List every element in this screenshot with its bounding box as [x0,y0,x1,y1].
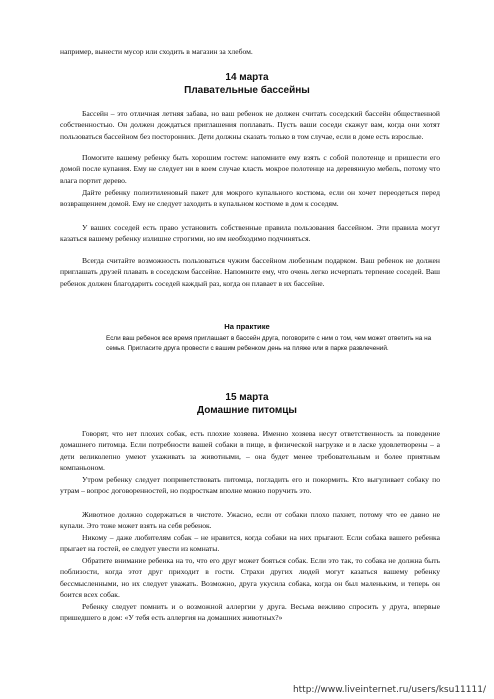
section2-date-heading: 15 марта [225,392,269,403]
section1-paragraph: Дайте ребенку полиэтиленовый пакет для мокрого купального костюма, если он хочет переодеться перед возвращением домой. Ему не следует заходить в купальном костюме в дом к соседям. [60,188,440,209]
section2-paragraph: Утром ребенку следует поприветствовать питомца, погладить его и покормить. Кто выгуливает собаку по утрам – вопрос договоренностей, но подросткам вполне можно поручить это. [60,475,440,496]
source-url-watermark: http://www.liveinternet.ru/users/ksu11111/ [292,685,486,695]
section2-paragraph: Никому – даже любителям собак – не нравится, когда собаки на них прыгают. Если собака вашего ребенка прыгает на гостей, ее следует увести из комнаты. [60,533,440,554]
section2-paragraph: Животное должно содержаться в чистоте. Ужасно, если от собаки плохо пахнет, потому что ее давно не купали. Это тоже может взять на себя ребенок. [60,510,440,531]
section1-title-heading: Плавательные бассейны [184,85,310,96]
section2-paragraph: Ребенку следует помнить и о возможной аллергии у друга. Весьма вежливо спросить у друга, впервые пришедшего в дом: «У тебя есть аллергия на домашних животных?» [60,602,440,623]
section1-paragraph: Помогите вашему ребенку быть хорошим гостем: напомните ему взять с собой полотенце и пришести его домой после купания. Ему не следует ни в коем случае класть мокрое полотенце на деревянную мебель, потому что влага портит дерево. [60,153,440,185]
section2-paragraph: Говорят, что нет плохих собак, есть плохие хозяева. Именно хозяева несут ответственность за поведение домашнего питомца. Если потребности вашей собаки в пище, в физической нагрузке и в ласке удовлетворены – а дети великолепно умеют ухаживать за животными, – она будет менее требовательным и более приятным компаньоном. [60,429,440,473]
tip-title-heading: На практике [224,322,270,331]
section1-paragraph: У ваших соседей есть право установить собственные правила пользования бассейном. Эти правила могут казаться вашему ребенку излишне строгими, но им необходимо подчиняться. [60,223,440,244]
section2-paragraph: Обратите внимание ребенка на то, что его друг может бояться собак. Если это так, то собака не должна быть поблизости, когда этот друг приходит в гости. Страхи других людей могут казаться вашему ребенку бессмысленными, но их следует уважать. Возможно, друга укусила собака, когда он был маленьким, и теперь он боится всех собак. [60,556,440,600]
tip-body-text: Если ваш ребенок все время приглашает в бассейн друга, поговорите с ним о том, чем может ответить на на семья. Пригласите друга провести с вашим ребенком день на пляже или в парке развлечений. [106,335,432,352]
section1-paragraph: Бассейн – это отличная летняя забава, но ваш ребенок не должен считать соседский бассейн общественной собственностью. Он должен дождаться приглашения поплавать. Пусть ваши соседи скажут вам, когда они хотят пользоваться бассейном без посторонних. Дети должны сказать только в том случае, если в доме есть взрослые. [60,109,440,141]
section2-title-heading: Домашние питомцы [197,405,297,416]
section1-date-heading: 14 марта [225,72,269,83]
top-line-text: например, вынести мусор или сходить в магазин за хлебом. [60,47,253,56]
section1-paragraph: Всегда считайте возможность пользоваться чужим бассейном любезным подарком. Ваш ребенок не должен приглашать друзей плавать в соседском бассейне. Напомните ему, что очень легко исчерпать терпение соседей. Ваш ребенок должен благодарить соседей каждый раз, когда он плавает в их бассейне. [60,256,440,288]
